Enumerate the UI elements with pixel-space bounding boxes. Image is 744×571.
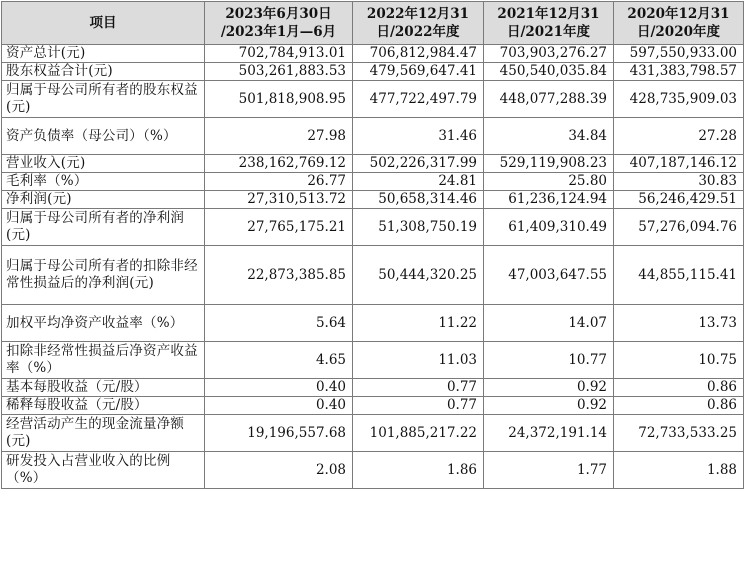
cell-value: 24,372,191.14 [484, 415, 614, 452]
cell-value: 27,765,175.21 [205, 209, 353, 246]
cell-value: 0.77 [353, 379, 484, 397]
cell-value: 30.83 [614, 173, 744, 191]
financial-data-table [1, 1, 744, 489]
cell-value: 57,276,094.76 [614, 209, 744, 246]
row-label: 稀释每股收益（元/股） [2, 397, 205, 415]
row-label: 归属于母公司所有者的净利润(元) [2, 209, 205, 246]
row-label: 资产负债率（母公司）（%） [2, 118, 205, 155]
row-label: 资产总计(元) [2, 45, 205, 63]
cell-value: 50,444,320.25 [353, 246, 484, 305]
header-2022 [353, 2, 484, 45]
cell-value: 4.65 [205, 342, 353, 379]
table-row [2, 173, 744, 191]
header-2021 [484, 2, 614, 45]
cell-value: 448,077,288.39 [484, 81, 614, 118]
cell-value: 61,409,310.49 [484, 209, 614, 246]
cell-value: 0.92 [484, 397, 614, 415]
cell-value: 47,003,647.55 [484, 246, 614, 305]
cell-value: 27,310,513.72 [205, 191, 353, 209]
cell-value: 56,246,429.51 [614, 191, 744, 209]
row-label: 扣除非经常性损益后净资产收益率（%） [2, 342, 205, 379]
cell-value: 1.88 [614, 452, 744, 489]
header-2022-line1: 2022年12月31 [366, 6, 470, 22]
table-row [2, 155, 744, 173]
cell-value: 1.77 [484, 452, 614, 489]
header-2022-line2: 日/2022年度 [376, 24, 460, 40]
cell-value: 428,735,909.03 [614, 81, 744, 118]
table-row [2, 305, 744, 342]
row-label: 经营活动产生的现金流量净额(元) [2, 415, 205, 452]
cell-value: 502,226,317.99 [353, 155, 484, 173]
cell-value: 10.75 [614, 342, 744, 379]
cell-value: 407,187,146.12 [614, 155, 744, 173]
cell-value: 501,818,908.95 [205, 81, 353, 118]
table-row [2, 342, 744, 379]
table-row [2, 63, 744, 81]
cell-value: 11.22 [353, 305, 484, 342]
row-label: 净利润(元) [2, 191, 205, 209]
table-row [2, 397, 744, 415]
cell-value: 50,658,314.46 [353, 191, 484, 209]
table-row [2, 452, 744, 489]
cell-value: 0.92 [484, 379, 614, 397]
header-2020-line1: 2020年12月31 [627, 6, 730, 22]
header-2021-line2: 日/2021年度 [506, 24, 590, 40]
cell-value: 702,784,913.01 [205, 45, 353, 63]
cell-value: 5.64 [205, 305, 353, 342]
header-2020 [614, 2, 744, 45]
cell-value: 597,550,933.00 [614, 45, 744, 63]
header-2023h1-line1: 2023年6月30日 [225, 6, 332, 22]
header-2023h1 [205, 2, 353, 45]
cell-value: 22,873,385.85 [205, 246, 353, 305]
table-body [2, 45, 744, 489]
table-row [2, 379, 744, 397]
table-row [2, 45, 744, 63]
cell-value: 0.86 [614, 397, 744, 415]
cell-value: 450,540,035.84 [484, 63, 614, 81]
cell-value: 1.86 [353, 452, 484, 489]
cell-value: 27.28 [614, 118, 744, 155]
cell-value: 477,722,497.79 [353, 81, 484, 118]
cell-value: 61,236,124.94 [484, 191, 614, 209]
cell-value: 0.77 [353, 397, 484, 415]
row-label: 归属于母公司所有者的股东权益(元) [2, 81, 205, 118]
cell-value: 72,733,533.25 [614, 415, 744, 452]
cell-value: 25.80 [484, 173, 614, 191]
cell-value: 706,812,984.47 [353, 45, 484, 63]
cell-value: 431,383,798.57 [614, 63, 744, 81]
table-row [2, 415, 744, 452]
row-label: 研发投入占营业收入的比例（%） [2, 452, 205, 489]
header-2021-line1: 2021年12月31 [497, 6, 600, 22]
cell-value: 31.46 [353, 118, 484, 155]
cell-value: 0.40 [205, 397, 353, 415]
table-row [2, 191, 744, 209]
header-2020-line2: 日/2020年度 [636, 24, 720, 40]
cell-value: 0.40 [205, 379, 353, 397]
header-item-label: 项目 [89, 15, 117, 31]
table-row [2, 118, 744, 155]
row-label: 毛利率（%） [2, 173, 205, 191]
cell-value: 10.77 [484, 342, 614, 379]
row-label: 归属于母公司所有者的扣除非经常性损益后的净利润(元) [2, 246, 205, 305]
cell-value: 703,903,276.27 [484, 45, 614, 63]
header-row [2, 2, 744, 45]
table-row [2, 81, 744, 118]
cell-value: 238,162,769.12 [205, 155, 353, 173]
row-label: 基本每股收益（元/股） [2, 379, 205, 397]
cell-value: 51,308,750.19 [353, 209, 484, 246]
cell-value: 2.08 [205, 452, 353, 489]
cell-value: 11.03 [353, 342, 484, 379]
cell-value: 529,119,908.23 [484, 155, 614, 173]
header-item [2, 2, 205, 45]
table-row [2, 209, 744, 246]
row-label: 营业收入(元) [2, 155, 205, 173]
row-label: 加权平均净资产收益率（%） [2, 305, 205, 342]
cell-value: 14.07 [484, 305, 614, 342]
cell-value: 27.98 [205, 118, 353, 155]
table-row [2, 246, 744, 305]
cell-value: 19,196,557.68 [205, 415, 353, 452]
table-header [2, 2, 744, 45]
cell-value: 101,885,217.22 [353, 415, 484, 452]
cell-value: 34.84 [484, 118, 614, 155]
row-label: 股东权益合计(元) [2, 63, 205, 81]
cell-value: 26.77 [205, 173, 353, 191]
cell-value: 13.73 [614, 305, 744, 342]
header-2023h1-line2: /2023年1月—6月 [220, 24, 337, 40]
cell-value: 24.81 [353, 173, 484, 191]
cell-value: 479,569,647.41 [353, 63, 484, 81]
cell-value: 0.86 [614, 379, 744, 397]
cell-value: 503,261,883.53 [205, 63, 353, 81]
cell-value: 44,855,115.41 [614, 246, 744, 305]
